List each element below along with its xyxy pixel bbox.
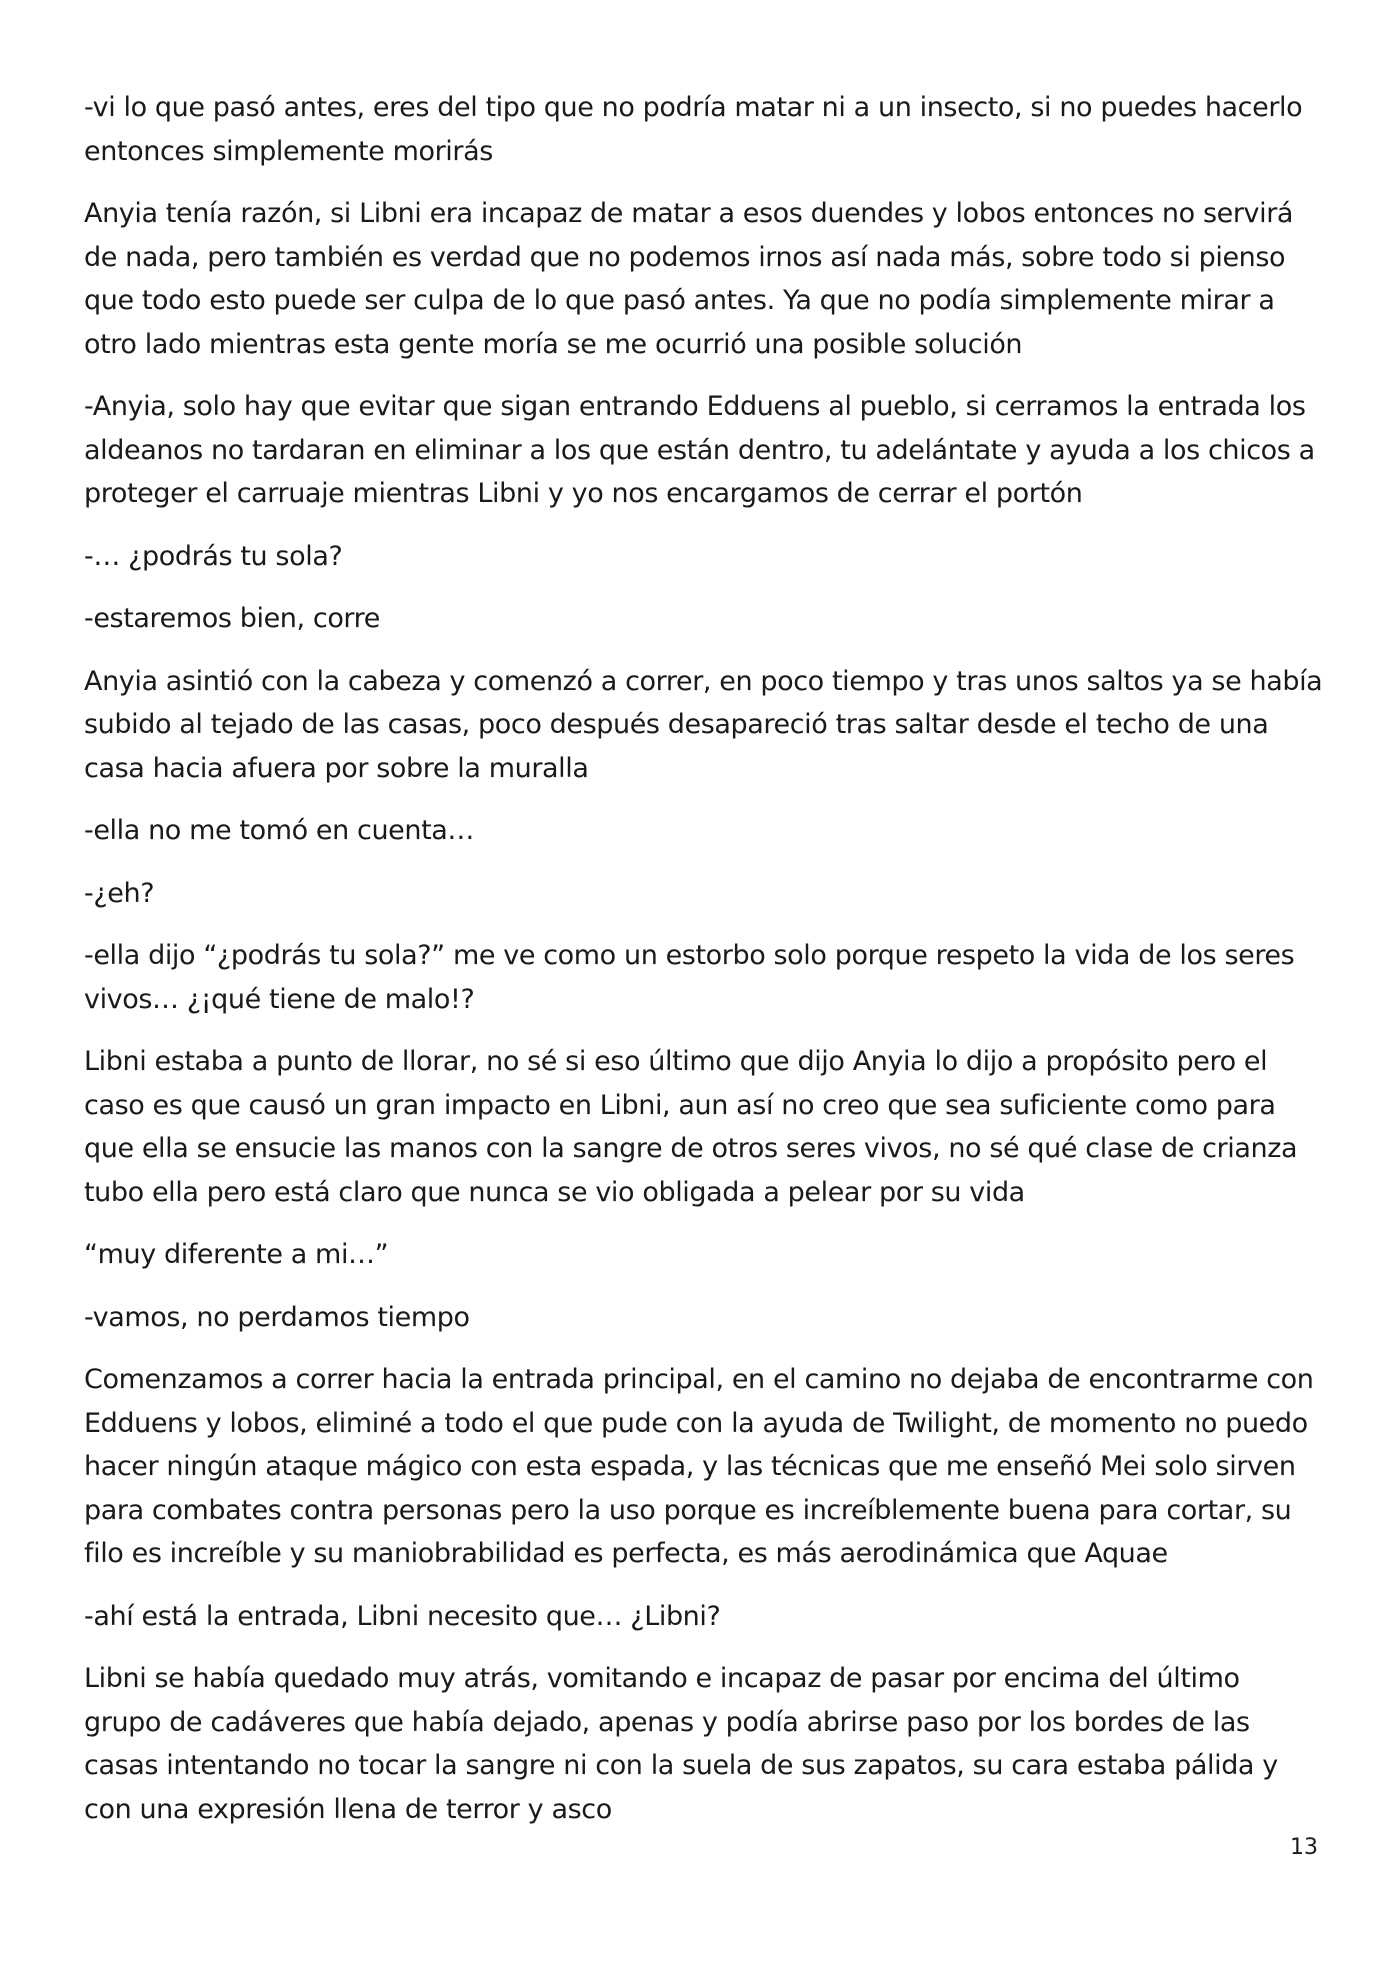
paragraph: -vamos, no perdamos tiempo	[84, 1301, 470, 1333]
page-number: 13	[1290, 1835, 1318, 1860]
paragraph: Anyia asintió con la cabeza y comenzó a correr, en poco tiempo y tras unos saltos ya se había subido al tejado de las casas, poco después desapareció tras saltar desde el techo de una casa hacia afuera por sobre la muralla	[84, 665, 1323, 784]
paragraph: -ella no me tomó en cuenta…	[84, 815, 475, 846]
paragraph: Anyia tenía razón, si Libni era incapaz de matar a esos duendes y lobos entonces no servirá de nada, pero también es verdad que no podemos irnos así nada más, sobre todo si pienso que todo esto puede ser culpa de lo que pasó antes. Ya que no podía simplemente mirar a otro lado mientras esta gente moría se me ocurrió una posible solución	[84, 198, 1294, 360]
paragraph: -ahí está la entrada, Libni necesito que… ¿Libni?	[84, 1600, 721, 1632]
paragraph: -ella dijo “¿podrás tu sola?” me ve como un estorbo solo porque respeto la vida de los seres vivos… ¿¡qué tiene de malo!?	[84, 940, 1295, 1015]
paragraph: Libni estaba a punto de llorar, no sé si eso último que dijo Anyia lo dijo a propósito pero el caso es que causó un gran impacto en Libni, aun así no creo que sea suficiente como para que ella se ensucie las manos con la sangre de otros seres vivos, no sé qué clase de crianza tubo ella pero está claro que nunca se vio obligada a pelear por su vida	[84, 1046, 1298, 1208]
paragraph: -estaremos bien, corre	[84, 603, 380, 634]
paragraph: Libni se había quedado muy atrás, vomitando e incapaz de pasar por encima del último grupo de cadáveres que había dejado, apenas y podía abrirse paso por los bordes de las casas intentando no tocar la sangre ni con la suela de sus zapatos, su cara estaba pálida y con una expresión llena de terror y asco	[84, 1663, 1278, 1825]
paragraph: -… ¿podrás tu sola?	[84, 540, 343, 572]
page-text-body	[84, 86, 1324, 1850]
paragraph: -¿eh?	[84, 877, 155, 909]
paragraph: -Anyia, solo hay que evitar que sigan entrando Edduens al pueblo, si cerramos la entrada los aldeanos no tardaran en eliminar a los que están dentro, tu adelántate y ayuda a los chicos a proteger el carruaje mientras Libni y yo nos encargamos de cerrar el portón	[84, 391, 1315, 509]
paragraph: -vi lo que pasó antes, eres del tipo que no podría matar ni a un insecto, si no puedes hacerlo entonces simplemente morirás	[84, 92, 1303, 167]
paragraph: “muy diferente a mi…”	[84, 1239, 389, 1270]
paragraph: Comenzamos a correr hacia la entrada principal, en el camino no dejaba de encontrarme con Edduens y lobos, eliminé a todo el que pude con la ayuda de Twilight, de momento no puedo hacer ningún ataque mágico con esta espada, y las técnicas que me enseñó Mei solo sirven para combates contra personas pero la uso porque es increíblemente buena para cortar, su filo es increíble y su maniobrabilidad es perfecta, es más aerodinámica que Aquae	[84, 1364, 1314, 1569]
